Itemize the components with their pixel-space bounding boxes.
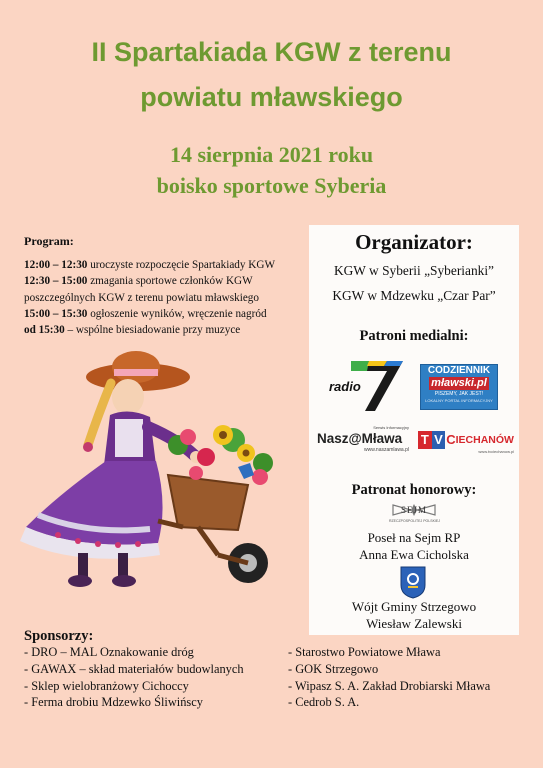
- sponsor-item: - Sklep wielobranżowy Cichoccy: [24, 679, 189, 693]
- media-patrons-heading: Patroni medialni:: [359, 328, 469, 344]
- program-time: od 15:30: [24, 324, 65, 337]
- nasza-url-text: www.naszamlawa.pl: [363, 447, 409, 453]
- radio-label: radio: [329, 379, 361, 394]
- sponsors-section: [24, 628, 529, 709]
- nasza-main-text: Nasz@Mława: [317, 431, 403, 446]
- program-row: [24, 306, 309, 322]
- sponsor-item: - Ferma drobiu Mdzewko Śliwińscy: [24, 695, 203, 709]
- girl-with-wheelbarrow-illustration: [18, 345, 288, 595]
- posel-name: Anna Ewa Cicholska: [359, 547, 469, 562]
- codziennik-mlawski-logo: [420, 364, 498, 410]
- posel-title: Poseł na Sejm RP: [367, 530, 461, 545]
- program-text: zmagania sportowe członków KGW: [87, 275, 253, 288]
- wojt-title: Wójt Gminy Strzegowo: [351, 599, 477, 614]
- event-title-line1: II Spartakiada KGW z terenu: [91, 37, 452, 67]
- nasza-mlawa-logo: [317, 425, 409, 459]
- sejm-logo-subtext: RZECZPOSPOLITEJ POLSKIEJ: [389, 519, 440, 523]
- program-row: [24, 322, 309, 338]
- radio7-logo: [329, 357, 407, 412]
- program-row: [24, 257, 309, 273]
- program-text: uroczyste rozpoczęcie Spartakiady KGW: [87, 259, 276, 272]
- tvc-row: [418, 431, 514, 449]
- organizer-item: KGW w Syberii „Syberianki”: [333, 263, 495, 278]
- program-time: 12:00 – 12:30: [24, 259, 88, 272]
- nasza-small-text: Serwis Informacyjny: [373, 425, 409, 430]
- program-heading: Program:: [24, 234, 74, 248]
- wojt-name: Wiesław Zalewski: [366, 616, 462, 631]
- codziennik-mid-text: mławski.pl: [429, 377, 489, 390]
- event-place: boisko sportowe Syberia: [156, 173, 387, 198]
- codziennik-slogan: PISZEMY, JAK JEST!: [434, 391, 484, 397]
- tvc-url: www.tvciechanow.pl: [478, 449, 514, 454]
- program-time: 12:30 – 15:00: [24, 275, 88, 288]
- sponsor-item: - GOK Strzegowo: [288, 662, 379, 676]
- sejm-logo-text: SEJM: [400, 505, 427, 515]
- tvc-c: C: [446, 432, 456, 447]
- organizer-heading: Organizator:: [355, 230, 473, 254]
- tvc-v: V: [432, 431, 446, 449]
- sponsor-item: - Cedrob S. A.: [288, 695, 360, 709]
- sponsor-item: - Starostwo Powiatowe Mława: [288, 645, 441, 659]
- sejm-logo: [389, 502, 439, 526]
- event-title-line2: powiatu mławskiego: [140, 82, 403, 112]
- codziennik-sub: LOKALNY PORTAL INFORMACYJNY: [425, 398, 493, 403]
- sponsor-item: - GAWAX – skład materiałów budowlanych: [24, 662, 244, 676]
- program-section: [24, 233, 309, 338]
- event-date: 14 sierpnia 2021 roku: [169, 142, 374, 167]
- sponsor-item: - DRO – MAL Oznakowanie dróg: [24, 645, 194, 659]
- program-text: – wspólne biesiadowanie przy muzyce: [64, 324, 241, 337]
- tvc-ciechanow-logo: [418, 431, 514, 457]
- tvc-t: T: [418, 431, 432, 449]
- program-text: ogłoszenie wyników, wręczenie nagród: [87, 307, 267, 320]
- organizer-item: KGW w Mdzewku „Czar Par”: [332, 288, 496, 303]
- sponsors-heading: Sponsorzy:: [24, 628, 94, 644]
- codziennik-top-text: CODZIENNIK: [427, 365, 491, 376]
- organizer-panel: [309, 225, 519, 635]
- program-time: 15:00 – 15:30: [24, 307, 88, 320]
- tvc-rest: IECHANÓW: [455, 434, 514, 446]
- strzegowo-coat-of-arms-icon: [399, 565, 427, 599]
- honorary-patronage-heading: Patronat honorowy:: [351, 482, 477, 498]
- program-row: [24, 273, 309, 289]
- sponsor-item: - Wipasz S. A. Zakład Drobiarski Mława: [288, 679, 491, 693]
- program-row: [24, 290, 309, 306]
- program-text: poszczególnych KGW z terenu powiatu mławskiego: [24, 291, 259, 304]
